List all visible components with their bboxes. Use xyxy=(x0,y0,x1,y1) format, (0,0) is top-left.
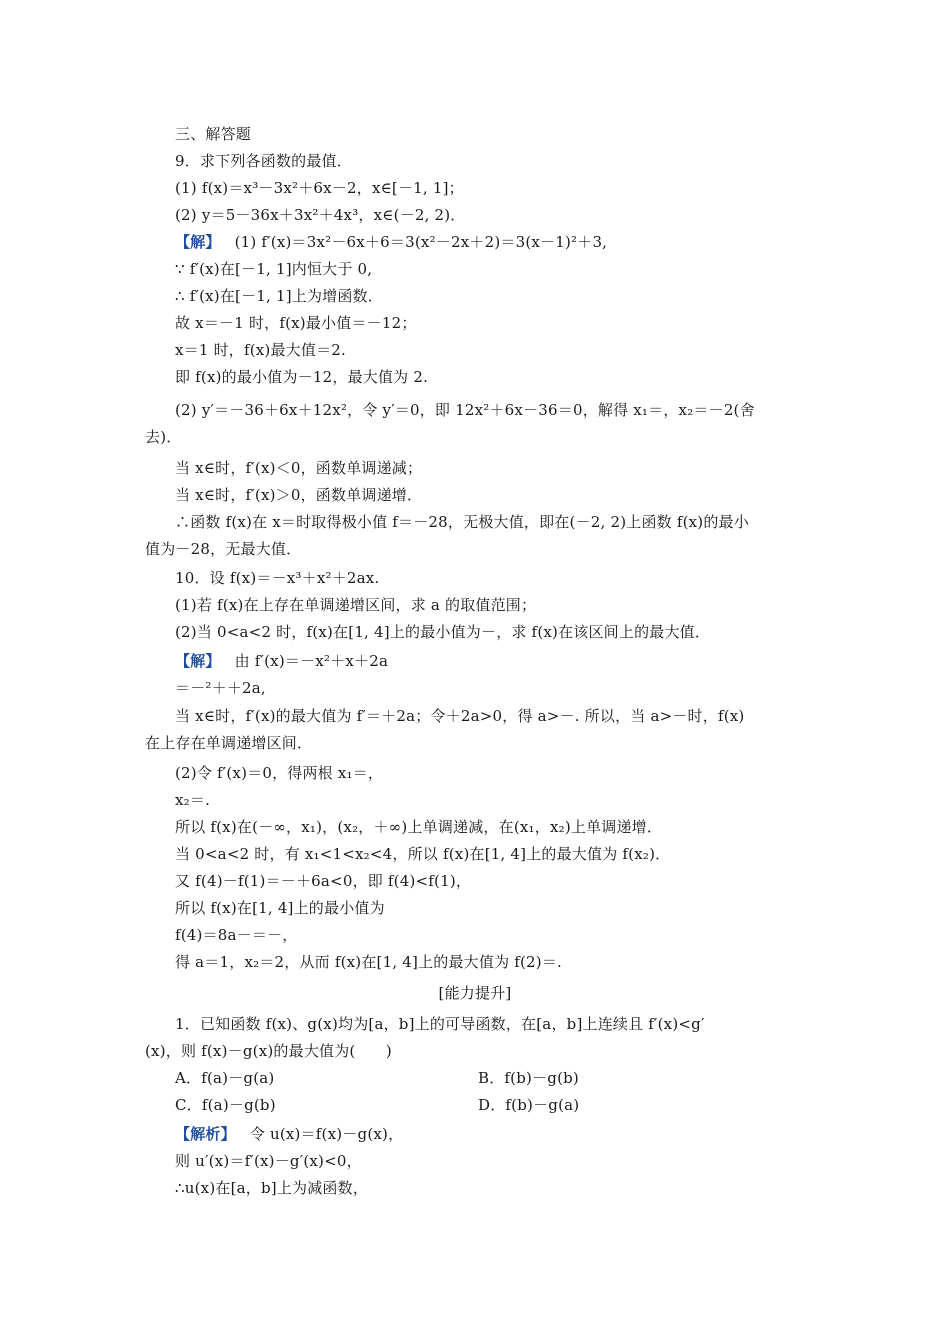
option-a: A．f(a)－g(a) xyxy=(175,1069,275,1087)
text-line: 当 0<a<2 时，有 x₁<1<x₂<4，所以 f(x)在[1, 4]上的最大值为 f(x₂)． xyxy=(175,845,671,863)
problem-10-part-2: (2)当 0<a<2 时，f(x)在[1, 4]上的最小值为－，求 f(x)在该区间上的最大值． xyxy=(175,623,711,641)
section-heading: 三、解答题 xyxy=(175,125,252,143)
solution-10-line xyxy=(175,651,388,671)
solution-text: (1) f′(x)＝3x²－6x＋6＝3(x²－2x＋2)＝3(x－1)²＋3, xyxy=(234,233,608,251)
analysis-text: 令 u(x)＝f(x)－g(x)， xyxy=(249,1125,404,1143)
problem-9-part-1: (1) f(x)＝x³－3x²＋6x－2，x∈[－1, 1]； xyxy=(175,179,464,197)
section-heading-ability: [能力提升] xyxy=(438,984,512,1002)
text-line: x＝1 时，f(x)最大值＝2. xyxy=(175,341,346,359)
option-b: B．f(b)－g(b) xyxy=(478,1069,579,1087)
text-line: 当 x∈时，f′(x)的最大值为 f′＝＋2a；令＋2a>0，得 a>－. 所以，当 a>－时，f(x) xyxy=(175,707,745,725)
text-line: 得 a＝1，x₂＝2，从而 f(x)在[1, 4]上的最大值为 f(2)＝. xyxy=(175,953,563,971)
analysis-tag: 【解析】 xyxy=(175,1125,236,1143)
question-1-stem: 1．已知函数 f(x)、g(x)均为[a，b]上的可导函数，在[a，b]上连续且 f′(x)<g′ xyxy=(175,1015,705,1033)
text-line: 又 f(4)－f(1)＝－＋6a<0，即 f(4)<f(1)， xyxy=(175,872,472,890)
text-line: 则 u′(x)＝f′(x)－g′(x)<0， xyxy=(175,1152,362,1170)
solution-tag: 【解】 xyxy=(175,233,221,251)
solution-9-line xyxy=(175,232,607,252)
text-line: ∵ f′(x)在[－1, 1]内恒大于 0, xyxy=(175,260,373,278)
problem-9-part-2: (2) y＝5－36x＋3x²＋4x³，x∈(－2, 2)． xyxy=(175,206,466,224)
text-line: 当 x∈时，f′(x)＞0，函数单调递增． xyxy=(175,486,423,504)
text-line: ∴函数 f(x)在 x＝时取得极小值 f＝－28，无极大值，即在(－2, 2)上函数 f(x)的最小 xyxy=(175,513,749,531)
text-line: ∴u(x)在[a，b]上为减函数， xyxy=(175,1179,369,1197)
option-c: C．f(a)－g(b) xyxy=(175,1096,276,1114)
text-line: ∴ f′(x)在[－1, 1]上为增函数． xyxy=(175,287,383,305)
option-d: D．f(b)－g(a) xyxy=(478,1096,580,1114)
solution-tag: 【解】 xyxy=(175,652,221,670)
analysis-line xyxy=(175,1124,403,1144)
text-line: (2)令 f′(x)＝0，得两根 x₁＝， xyxy=(175,764,384,782)
text-line-continued: 值为－28，无最大值． xyxy=(145,540,302,558)
text-line: f(4)＝8a－＝－， xyxy=(175,926,298,944)
solution-text: 由 f′(x)＝－x²＋x＋2a xyxy=(234,652,389,670)
text-line: 故 x＝－1 时，f(x)最小值＝－12； xyxy=(175,314,417,332)
text-line-continued: 在上存在单调递增区间． xyxy=(145,734,313,752)
text-line: ＝－²＋＋2a, xyxy=(175,679,266,697)
text-line: 当 x∈时，f′(x)＜0，函数单调递减； xyxy=(175,459,423,477)
text-line: x₂＝. xyxy=(175,791,211,809)
text-line-continued: 去)． xyxy=(145,428,182,446)
problem-10-part-1: (1)若 f(x)在上存在单调递增区间，求 a 的取值范围； xyxy=(175,596,537,614)
text-line: 所以 f(x)在[1, 4]上的最小值为 xyxy=(175,899,385,917)
problem-9-stem: 9．求下列各函数的最值． xyxy=(175,152,352,170)
question-1-stem-continued: (x)，则 f(x)－g(x)的最大值为( ) xyxy=(145,1042,392,1060)
text-line: 所以 f(x)在(－∞，x₁)，(x₂，＋∞)上单调递减，在(x₁，x₂)上单调递增． xyxy=(175,818,663,836)
problem-10-stem: 10．设 f(x)＝－x³＋x²＋2ax. xyxy=(175,569,380,587)
text-line: (2) y′＝－36＋6x＋12x²，令 y′＝0，即 12x²＋6x－36＝0，解得 x₁＝，x₂＝－2(舍 xyxy=(175,401,755,419)
text-line: 即 f(x)的最小值为－12，最大值为 2. xyxy=(175,368,429,386)
